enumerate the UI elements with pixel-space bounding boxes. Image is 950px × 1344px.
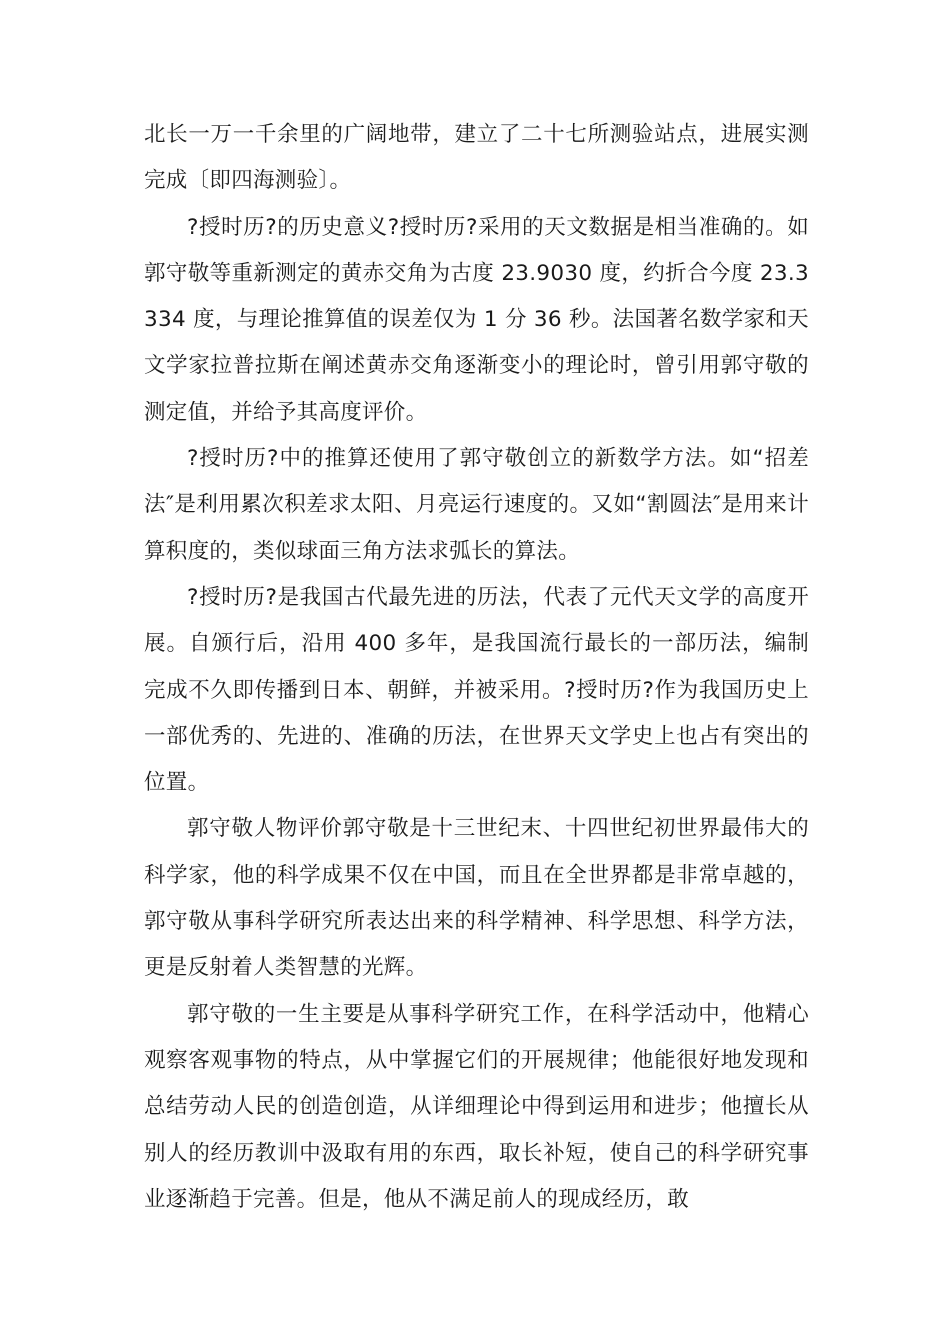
paragraph-6: 郭守敬的一生主要是从事科学研究工作，在科学活动中，他精心观察客观事物的特点，从中掌握它们的开展规律；他能很好地发现和总结劳动人民的创造创造，从详细理论中得到运用和进步；他擅长从别人的经历教训中汲取有用的东西，取长补短，使自己的科学研究事业逐渐趋于完善。但是，他从不满足前人的现成经历，敢 xyxy=(144,1001,809,1212)
paragraph-4: ?授时历?是我国古代最先进的历法，代表了元代天文学的高度开展。自颁行后，沿用 400 多年，是我国流行最长的一部历法，编制完成不久即传播到日本、朝鲜，并被采用。?授时历?作为我国历史上一部优秀的、先进的、准确的历法，在世界天文学史上也占有突出的位置。 xyxy=(144,584,809,796)
document-body xyxy=(144,112,809,1223)
paragraph-5: 郭守敬人物评价郭守敬是十三世纪末、十四世纪初世界最伟大的科学家，他的科学成果不仅在中国，而且在全世界都是非常卓越的，郭守敬从事科学研究所表达出来的科学精神、科学思想、科学方法，更是反射着人类智慧的光辉。 xyxy=(144,816,809,981)
paragraph-3: ?授时历?中的推算还使用了郭守敬创立的新数学方法。如“招差法″是利用累次积差求太阳、月亮运行速度的。又如“割圆法″是用来计算积度的，类似球面三角方法求弧长的算法。 xyxy=(144,446,809,564)
paragraph-1: 北长一万一千余里的广阔地带，建立了二十七所测验站点，进展实测完成〔即四海测验〕。 xyxy=(144,122,809,194)
paragraph-2: ?授时历?的历史意义?授时历?采用的天文数据是相当准确的。如郭守敬等重新测定的黄赤交角为古度 23.9030 度，约折合今度 23.3334 度，与理论推算值的误差仅为 1 分 36 秒。法国著名数学家和天文学家拉普拉斯在阐述黄赤交角逐渐变小的理论时，曾引用郭守敬的测定值，并给予其高度评价。 xyxy=(144,214,809,425)
